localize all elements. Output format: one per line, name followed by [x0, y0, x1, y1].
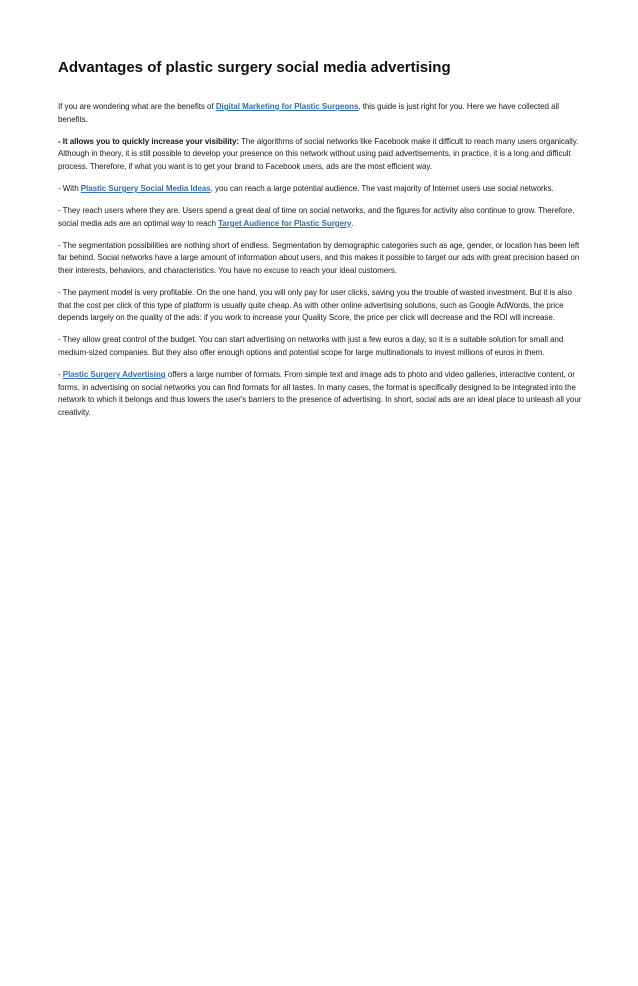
payment-paragraph: - The payment model is very profitable. On the one hand, you will only pay for user clicks, saving you the trouble of wasted investment. But it is also that the cost per click of this type of platform is usually quite cheap. As with other online advertising solutions, such as Google AdWords, the price depends largely on the quality of the ads: if you work to increase your Quality Score, the price per click will decrease and the ROI will increase. [58, 288, 572, 323]
intro-paragraph [58, 101, 582, 126]
page-title: Advantages of plastic surgery social media advertising [58, 59, 451, 76]
audience-text-before: - With [58, 183, 81, 193]
visibility-lead: - It allows you to quickly increase your visibility: [58, 136, 240, 146]
visibility-paragraph [58, 136, 582, 174]
formats-paragraph [58, 369, 582, 419]
formats-text-before: - [58, 370, 63, 379]
target-audience-link[interactable]: Target Audience for Plastic Surgery [218, 218, 352, 228]
document-content [58, 58, 582, 429]
digital-marketing-link[interactable]: Digital Marketing for Plastic Surgeons [215, 102, 359, 111]
formats-text-after: offers a large number of formats. From simple text and image ads to photo and video galleries, interactive content, or forms, in advertising on social networks you can find formats for all tastes. In many cases, the format is specifically designed to be integrated into the network to which it belongs and thus lowers the user's barriers to the presence of advertising. In short, social ads are an ideal place to unleash all your creativity. [58, 370, 582, 417]
audience-paragraph [58, 183, 582, 196]
visibility-body: The algorithms of social networks like Facebook make it difficult to reach many users organically. Although in theory, it is still possible to develop your presence on this network without using paid advertisements, in practice, it is a long and difficult process. Therefore, if what you want is to get your brand to Facebook users, ads are the most efficient way. [58, 136, 579, 171]
reach-paragraph [58, 205, 582, 230]
reach-text-before: - They reach users where they are. Users spend a great deal of time on social networks, and the figures for activity also continue to grow. Therefore, social media ads are an optimal way to reach [58, 206, 575, 228]
intro-text-after: , this guide is just right for you. Here we have collected all benefits. [58, 102, 559, 124]
social-media-ideas-link[interactable]: Plastic Surgery Social Media Ideas [80, 183, 211, 193]
plastic-surgery-advertising-link[interactable]: Plastic Surgery Advertising [62, 370, 166, 379]
budget-paragraph: - They allow great control of the budget. You can start advertising on networks with just a few euros a day, so it is a suitable solution for small and medium-sized companies. But they also offer enough options and potential scope for large multinationals to invest millions of euros in them. [58, 335, 564, 357]
intro-text-before: If you are wondering what are the benefits of [58, 102, 216, 111]
segmentation-paragraph: - The segmentation possibilities are nothing short of endless. Segmentation by demographic categories such as age, gender, or location has been left far behind. Social networks have a large amount of information about users, and this makes it possible to target our ads with great precision based on their interests, behaviors, and characteristics. You have no excuse to reach your ideal customers. [58, 240, 580, 275]
audience-text-after: , you can reach a large potential audience. The vast majority of Internet users use social networks. [210, 183, 554, 193]
reach-text-after: . [351, 218, 354, 228]
